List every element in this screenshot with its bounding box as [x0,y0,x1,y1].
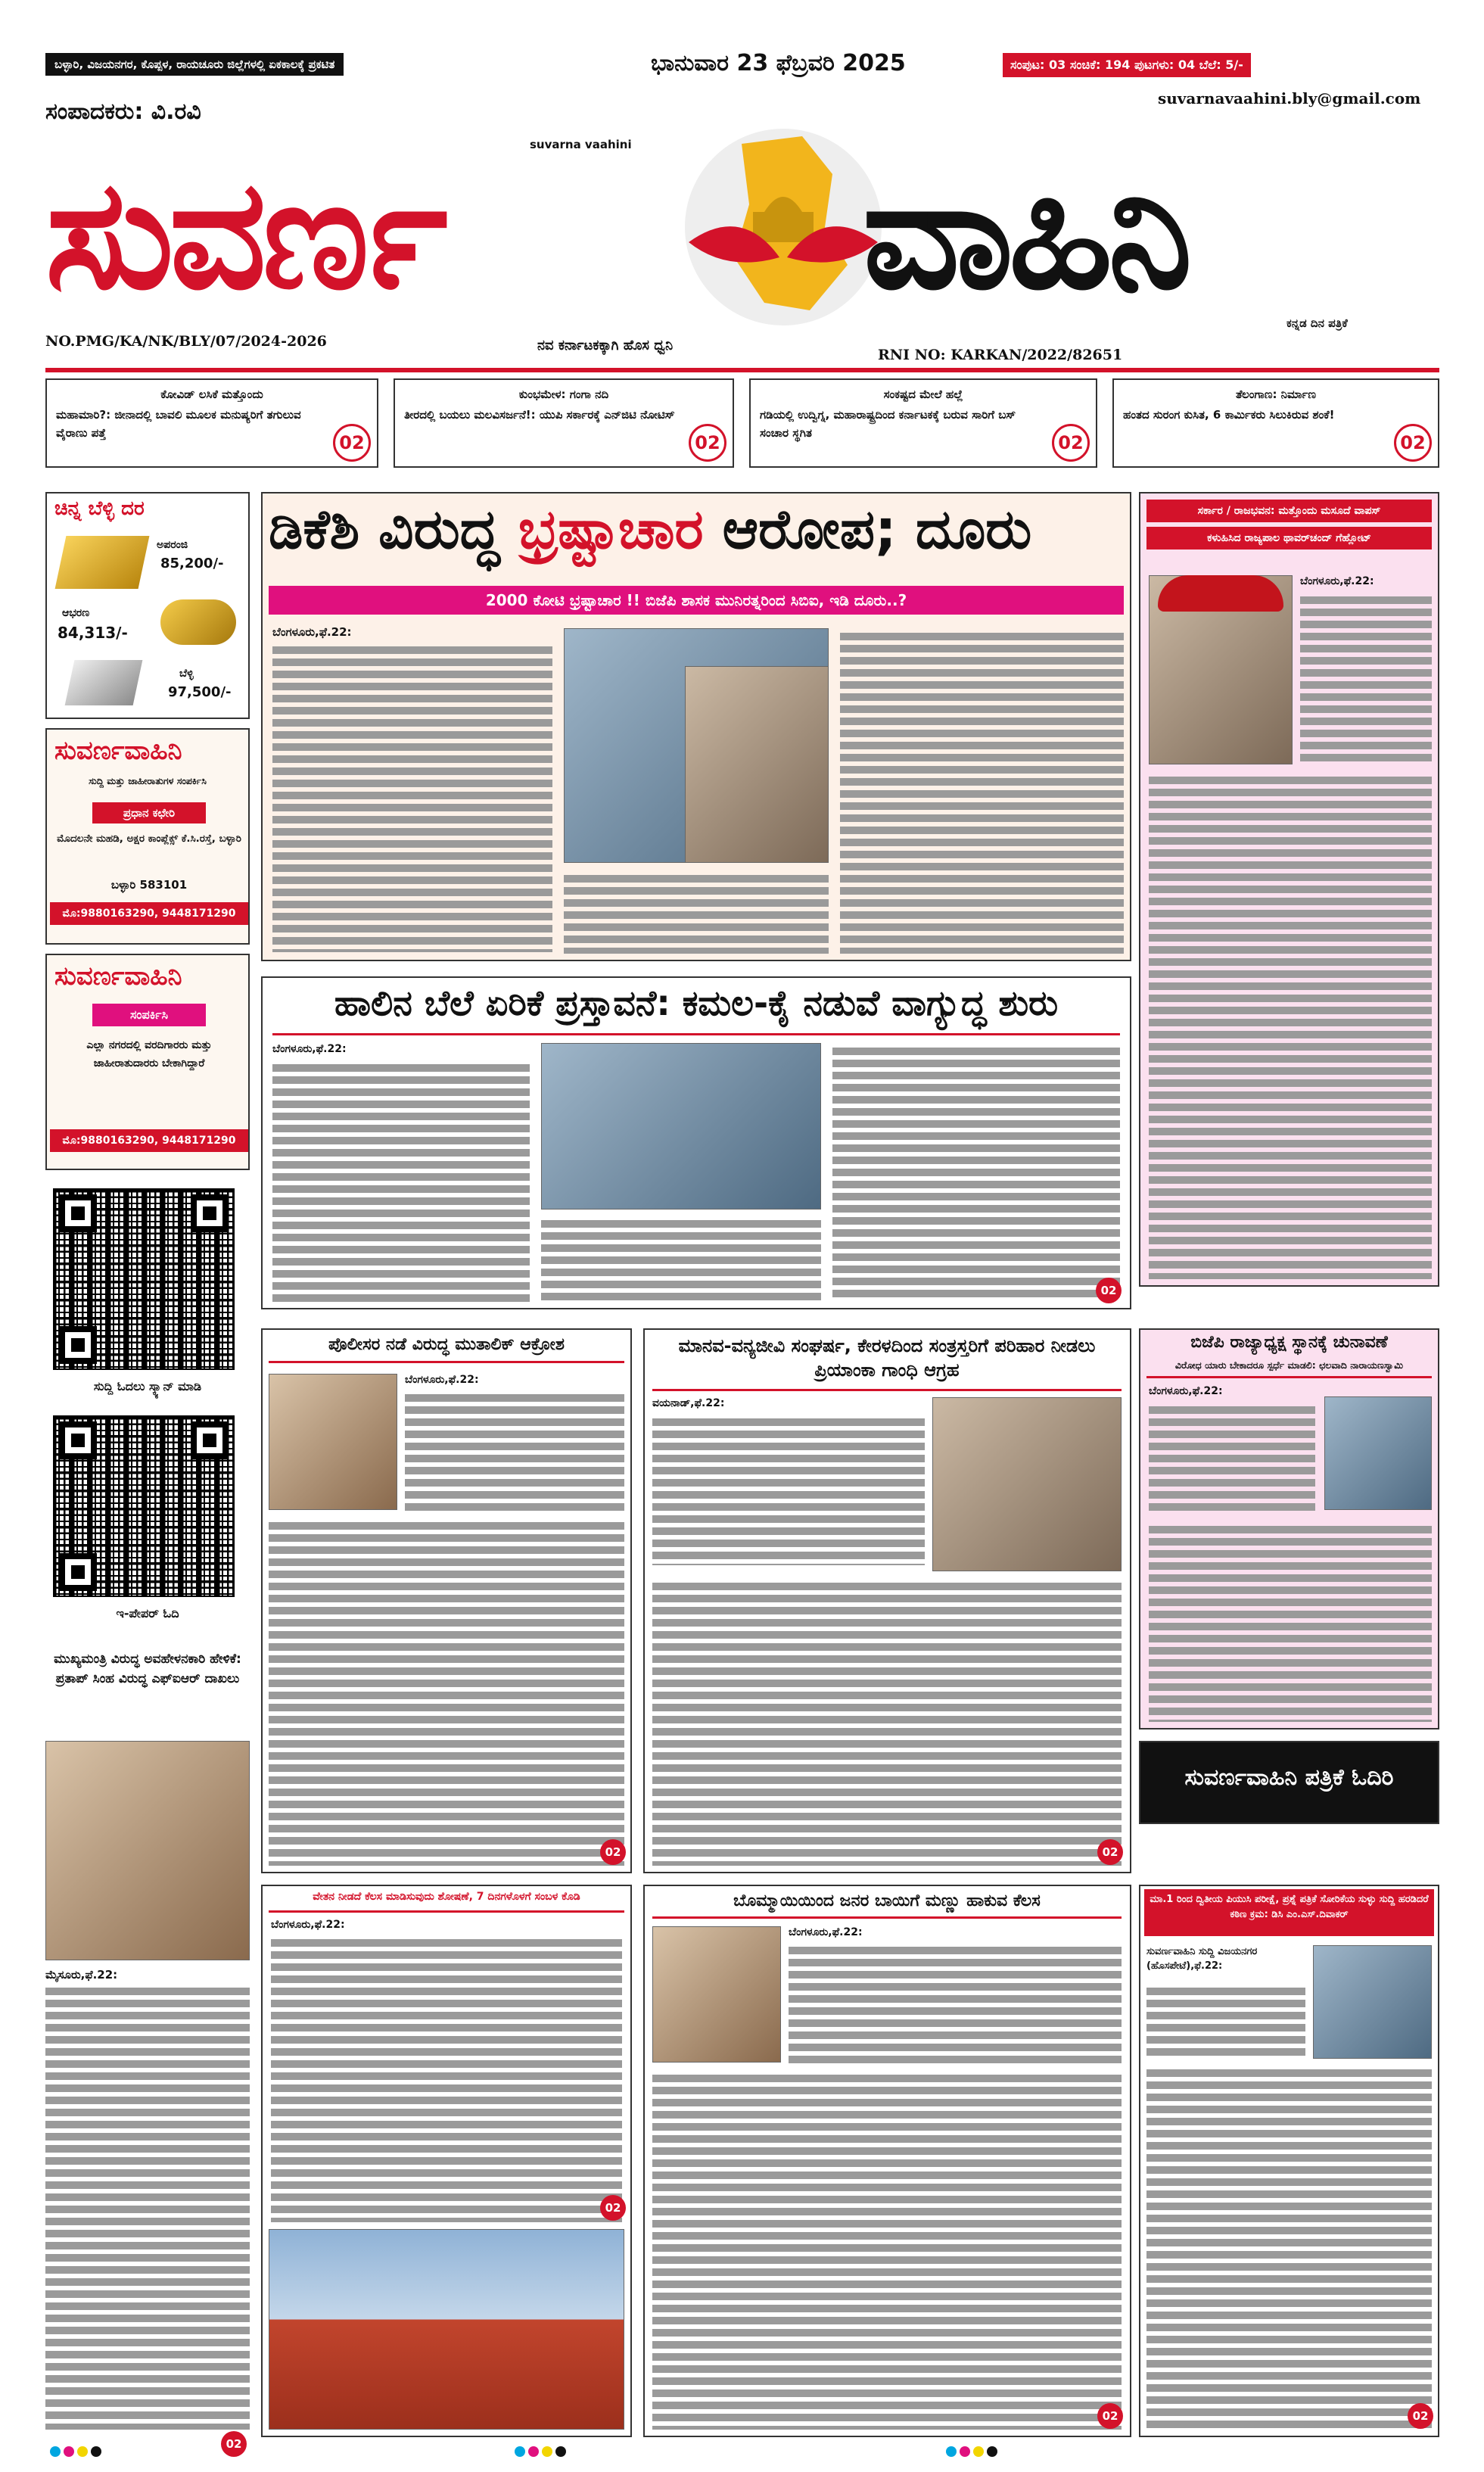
milk-photo-kmf [541,1043,821,1210]
milk-body-col2 [541,1216,821,1302]
lead-subhead: 2000 ಕೋಟಿ ಭ್ರಷ್ಟಾಚಾರ !! ಬಿಜೆಪಿ ಶಾಸಕ ಮುನಿರತ್ನರಿಂದ ಸಿಬಿಐ, ಇಡಿ ದೂರು..? [269,586,1124,615]
lead-headline: ಡಿಕೆಶಿ ವಿರುದ್ಧ ಭ್ರಷ್ಟಾಚಾರ ಆರೋಪ; ದೂರು [269,497,1032,561]
teaser-page: 02 [333,424,371,462]
teaser-telangana[interactable] [1112,378,1439,468]
side-story-dateline: ಮೈಸೂರು,ಫೆ.22: [45,1968,118,1982]
teachers-page[interactable]: 02 [600,2195,626,2221]
governor-body [1149,772,1432,1279]
governor-body-top [1300,592,1432,766]
qr-caption: ಸುದ್ದಿ ಓದಲು ಸ್ಕ್ಯಾನ್ ಮಾಡಿ [93,1379,202,1393]
epaper-qr-code[interactable] [53,1415,235,1597]
lead-body-col3 [840,628,1124,954]
bjp-headline: ಬಿಜೆಪಿ ರಾಜ್ಯಾಧ್ಯಕ್ಷ ಸ್ಥಾನಕ್ಕೆ ಚುನಾವಣೆ [1190,1333,1388,1352]
paper-type: ಕನ್ನಡ ದಿನ ಪತ್ರಿಕೆ [1286,316,1348,330]
police-headline: ಪೊಲೀಸರ ನಡೆ ವಿರುದ್ಧ ಮುತಾಲಿಕ್ ಆಕ್ರೋಶ [328,1335,565,1354]
teachers-body [271,1935,622,2222]
registration-dot [946,2446,957,2457]
milk-body-col1 [272,1060,530,1302]
teachers-headline: ವೇತನ ನೀಡದೆ ಕೆಲಸ ಮಾಡಿಸುವುದು ಶೋಷಣೆ, 7 ದಿನಗಳೊಳಗೆ ಸಂಬಳ ಕೊಡಿ [313,1891,580,1903]
milk-headline: ಹಾಲಿನ ಬೆಲೆ ಏರಿಕೆ ಪ್ರಸ್ತಾವನೆ: ಕಮಲ-ಕೈ ನಡುವೆ ವಾಗ್ಯುದ್ಧ ಶುರು [334,982,1059,1023]
editor-line: ಸಂಪಾದಕರು: ವಿ.ರವಿ [45,98,201,125]
side-story-page[interactable]: 02 [221,2431,247,2457]
bjp-dateline: ಬೆಂಗಳೂರು,ಫೆ.22: [1149,1385,1223,1397]
teaser-text: ಮಹಾಮಾರಿ?: ಜೀನಾದಲ್ಲಿ ಬಾವಲಿ ಮೂಲಕ ಮನುಷ್ಯರಿಗೆ ತಗುಲುವ ವೈರಾಣು ಪತ್ತೆ [56,408,301,440]
bommai-body-top [789,1942,1122,2063]
silver-price: 97,500/- [168,684,232,700]
priyanka-headline: ಮಾನವ-ವನ್ಯಜೀವಿ ಸಂಘರ್ಷ, ಕೇರಳದಿಂದ ಸಂತ್ರಸ್ತರಿಗೆ ಪರಿಹಾರ ನೀಡಲು ಪ್ರಿಯಾಂಕಾ ಗಾಂಧಿ ಆಗ್ರಹ [678,1335,1096,1381]
ad-phone[interactable]: ಮೊ:9880163290, 9448171290 [50,902,248,925]
brand-small-text: suvarna vaahini [530,138,632,151]
teachers-dateline: ಬೆಂಗಳೂರು,ಫೆ.22: [271,1919,345,1931]
teaser-text: ಹಂತದ ಸುರಂಗ ಕುಸಿತ, 6 ಕಾರ್ಮಿಕರು ಸಿಲುಕಿರುವ ಶಂಕೆ! [1123,408,1335,422]
ad-pin: ಬಳ್ಳಾರಿ 583101 [110,878,188,892]
lead-body-col1 [272,642,552,952]
police-body-top [405,1390,624,1511]
governor-dateline: ಬೆಂಗಳೂರು,ಫೆ.22: [1300,575,1374,587]
governor-title: ಕಳುಹಿಸಿದ ರಾಜ್ಯಪಾಲ ಥಾವರ್‌ಚಂದ್ ಗೆಹ್ಲೋಟ್ [1146,527,1432,550]
priyanka-body [652,1578,1122,1866]
side-story-body [45,1983,250,2430]
registration-dot [64,2446,74,2457]
read-banner[interactable] [1139,1741,1439,1824]
bjp-body [1149,1521,1432,1722]
lead-photo-munirathna [685,666,829,863]
registration-dot [542,2446,552,2457]
registration-dot [555,2446,566,2457]
gold-bar-icon [55,536,150,589]
issue-date: ಭಾನುವಾರ 23 ಫೆಬ್ರವರಿ 2025 [651,50,906,76]
police-dateline: ಬೆಂಗಳೂರು,ಫೆ.22: [405,1374,479,1386]
teaser-page: 02 [1052,424,1090,462]
pratap-simha-photo [45,1741,250,1960]
teaser-kumbh[interactable] [394,378,734,468]
postal-reg-number: NO.PMG/KA/NK/BLY/07/2024-2026 [45,333,327,350]
high-court-photo [269,2229,624,2430]
teaser-kicker: ತೆಲಂಗಾಣ: ನಿರ್ಮಾಣ [1235,388,1316,401]
dinesh-gundurao-photo [652,1926,781,2063]
ad-logo: ಸುವರ್ಣವಾಹಿನಿ [54,736,182,766]
ad-hiring-text: ಎಲ್ಲಾ ನಗರದಲ್ಲಿ ವರದಿಗಾರರು ಮತ್ತು ಜಾಹೀರಾತುದಾರರು ಬೇಕಾಗಿದ್ದಾರೆ [86,1039,212,1069]
teaser-kicker: ಕುಂಭಮೇಳ: ಗಂಗಾ ನದಿ [518,388,609,401]
priyanka-dateline: ವಯನಾಡ್,ಫೆ.22: [652,1397,725,1409]
ad-office-label: ಪ್ರಧಾನ ಕಛೇರಿ [92,802,206,823]
lead-photo-caption-lines [564,870,829,954]
ad-subtitle: ಸುದ್ದಿ ಮತ್ತು ಜಾಹೀರಾತುಗಳ ಸಂಪರ್ಕಿಸಿ [89,775,207,786]
ad-logo: ಸುವರ್ಣವಾಹಿನಿ [54,961,182,992]
contact-email[interactable]: suvarnavaahini.bly@gmail.com [1158,89,1421,107]
rni-number: RNI NO: KARKAN/2022/82651 [878,347,1123,363]
police-page[interactable]: 02 [600,1839,626,1865]
gold-rate-title: ಚಿನ್ನ ಬೆಳ್ಳಿ ದರ [54,497,145,520]
header-rule [45,368,1439,372]
districts-strip: ಬಳ್ಳಾರಿ, ವಿಜಯನಗರ, ಕೊಪ್ಪಳ, ರಾಯಚೂರು ಜಿಲ್ಲೆಗಳಲ್ಲಿ ಏಕಕಾಲಕ್ಕೆ ಪ್ರಕಟಿತ [45,53,344,76]
lead-dateline: ಬೆಂಗಳೂರು,ಫೆ.22: [272,625,352,639]
teaser-covid[interactable] [45,378,378,468]
bjp-subhead: ವಿರೋಧ ಯಾರು ಬೇಕಾದರೂ ಸ್ಪರ್ಧೆ ಮಾಡಲಿ: ಛಲವಾದಿ ನಾರಾಯಣಸ್ವಾಮಿ [1174,1359,1404,1371]
gold-22-label: ಆಭರಣ [62,607,90,619]
exam-dateline: ಸುವರ್ಣವಾಹಿನಿ ಸುದ್ದಿ ವಿಜಯನಗರ (ಹೊಸಪೇಟೆ),ಫೆ.22: [1146,1946,1258,1972]
gold-24-label: ಅಪರಂಜಿ [157,539,188,551]
registration-dot [91,2446,101,2457]
karnataka-emblem-icon [681,114,885,341]
contact-ad-box [45,728,250,945]
news-qr-code[interactable] [53,1188,235,1370]
ad-contact-label: ಸಂಪರ್ಕಿಸಿ [92,1004,206,1026]
registration-dot [987,2446,997,2457]
bommai-headline: ಬೊಮ್ಮಾಯಿಯಿಂದ ಜನರ ಬಾಯಿಗೆ ಮಣ್ಣು ಹಾಕುವ ಕೆಲಸ [733,1891,1041,1910]
turban-icon [1158,575,1283,612]
exam-headline: ಮಾ.1 ರಿಂದ ದ್ವಿತೀಯ ಪಿಯುಸಿ ಪರೀಕ್ಷೆ, ಪ್ರಶ್ನೆ ಪತ್ರಿಕೆ ಸೋರಿಕೆಯ ಸುಳ್ಳು ಸುದ್ದಿ ಹರಡಿದರೆ ಕಠಿಣ ಕ್ರಮ: ಡಿಸಿ ಎಂ.ಎಸ್.ದಿವಾಕರ್ [1144,1889,1434,1936]
dc-divakar-photo [1313,1945,1432,2059]
registration-dot [973,2446,984,2457]
teaser-page: 02 [689,424,726,462]
mutalik-photo [269,1374,397,1510]
gold-jewel-icon [160,599,236,645]
teaser-text: ಗಡಿಯಲ್ಲಿ ಉದ್ವಿಗ್ನ, ಮಹಾರಾಷ್ಟ್ರದಿಂದ ಕರ್ನಾಟಕಕ್ಕೆ ಬರುವ ಸಾರಿಗೆ ಬಸ್ ಸಂಚಾರ ಸ್ಥಗಿತ [760,408,1016,440]
registration-dot [77,2446,88,2457]
teaser-page: 02 [1394,424,1432,462]
registration-dot [50,2446,61,2457]
registration-dot [515,2446,525,2457]
exam-page[interactable]: 02 [1408,2403,1433,2429]
ad-phone[interactable]: ಮೊ:9880163290, 9448171290 [50,1129,248,1152]
priyanka-body-top [652,1414,925,1565]
governor-kicker: ಸರ್ಕಾರ / ರಾಜಭವನ: ಮತ್ತೊಂದು ಮಸೂದೆ ವಾಪಸ್ [1146,500,1432,522]
issue-price-badge: ಸಂಪುಟ: 03 ಸಂಚಿಕೆ: 194 ಪುಟಗಳು: 04 ಬೆಲೆ: 5/- [1003,53,1251,77]
milk-body-col3 [832,1043,1120,1302]
teaser-kicker: ಸಂಕಷ್ಟದ ಮೇಲೆ ಹಲ್ಲೆ [883,388,963,401]
police-body [269,1518,624,1866]
teaser-kicker: ಕೋವಿಡ್ ಲಸಿಕೆ ಮತ್ತೊಂದು [160,388,263,401]
exam-body [1146,2065,1432,2430]
reporters-ad-box [45,954,250,1170]
masthead-right: ವಾಹಿನಿ [863,145,1188,323]
side-story-title: ಮುಖ್ಯಮಂತ್ರಿ ವಿರುದ್ಧ ಅವಹೇಳನಕಾರಿ ಹೇಳಿಕೆ: ಪ್ರತಾಪ್ ಸಿಂಹ ವಿರುದ್ಧ ಎಫ್‌ಐಆರ್ ದಾಖಲು [54,1652,241,1686]
milk-page[interactable]: 02 [1096,1278,1122,1303]
masthead-left: ಸುವರ್ಣ [45,145,443,323]
silver-bar-icon [65,660,143,705]
qr-caption: ಇ-ಪೇಪರ್ ಓದಿ [116,1606,179,1620]
silver-label: ಬೆಳ್ಳಿ [179,668,194,680]
teaser-border[interactable] [749,378,1097,468]
bjp-body-top [1149,1402,1315,1515]
milk-dateline: ಬೆಂಗಳೂರು,ಫೆ.22: [272,1043,347,1055]
registration-dot [960,2446,970,2457]
gold-22-price: 84,313/- [58,624,128,642]
read-banner-text: ಸುವರ್ಣವಾಹಿನಿ ಪತ್ರಿಕೆ ಓದಿರಿ [1184,1764,1394,1791]
narayanaswamy-photo [1324,1396,1432,1510]
gold-rate-box [45,492,250,719]
gold-24-price: 85,200/- [160,556,224,571]
bommai-page[interactable]: 02 [1097,2403,1123,2429]
priyanka-photo [932,1397,1122,1571]
registration-dot [528,2446,539,2457]
priyanka-page[interactable]: 02 [1097,1839,1123,1865]
tagline: ನವ ಕರ್ನಾಟಕಕ್ಕಾಗಿ ಹೊಸ ಧ್ವನಿ [537,338,674,353]
ad-address: ಮೊದಲನೇ ಮಹಡಿ, ಅಕ್ಷರ ಕಾಂಪ್ಲೆಕ್ಸ್ ಕೆ.ಸಿ.ರಸ್ತೆ, ಬಳ್ಳಾರಿ [57,833,241,845]
bommai-dateline: ಬೆಂಗಳೂರು,ಫೆ.22: [789,1926,863,1938]
bommai-body [652,2070,1122,2430]
teaser-text: ತೀರದಲ್ಲಿ ಬಯಲು ಮಲವಿಸರ್ಜನೆ!: ಯುಪಿ ಸರ್ಕಾರಕ್ಕೆ ಎನ್‌ಜಿಟಿ ನೋಟಿಸ್ [404,408,675,422]
exam-body-top [1146,1983,1305,2059]
